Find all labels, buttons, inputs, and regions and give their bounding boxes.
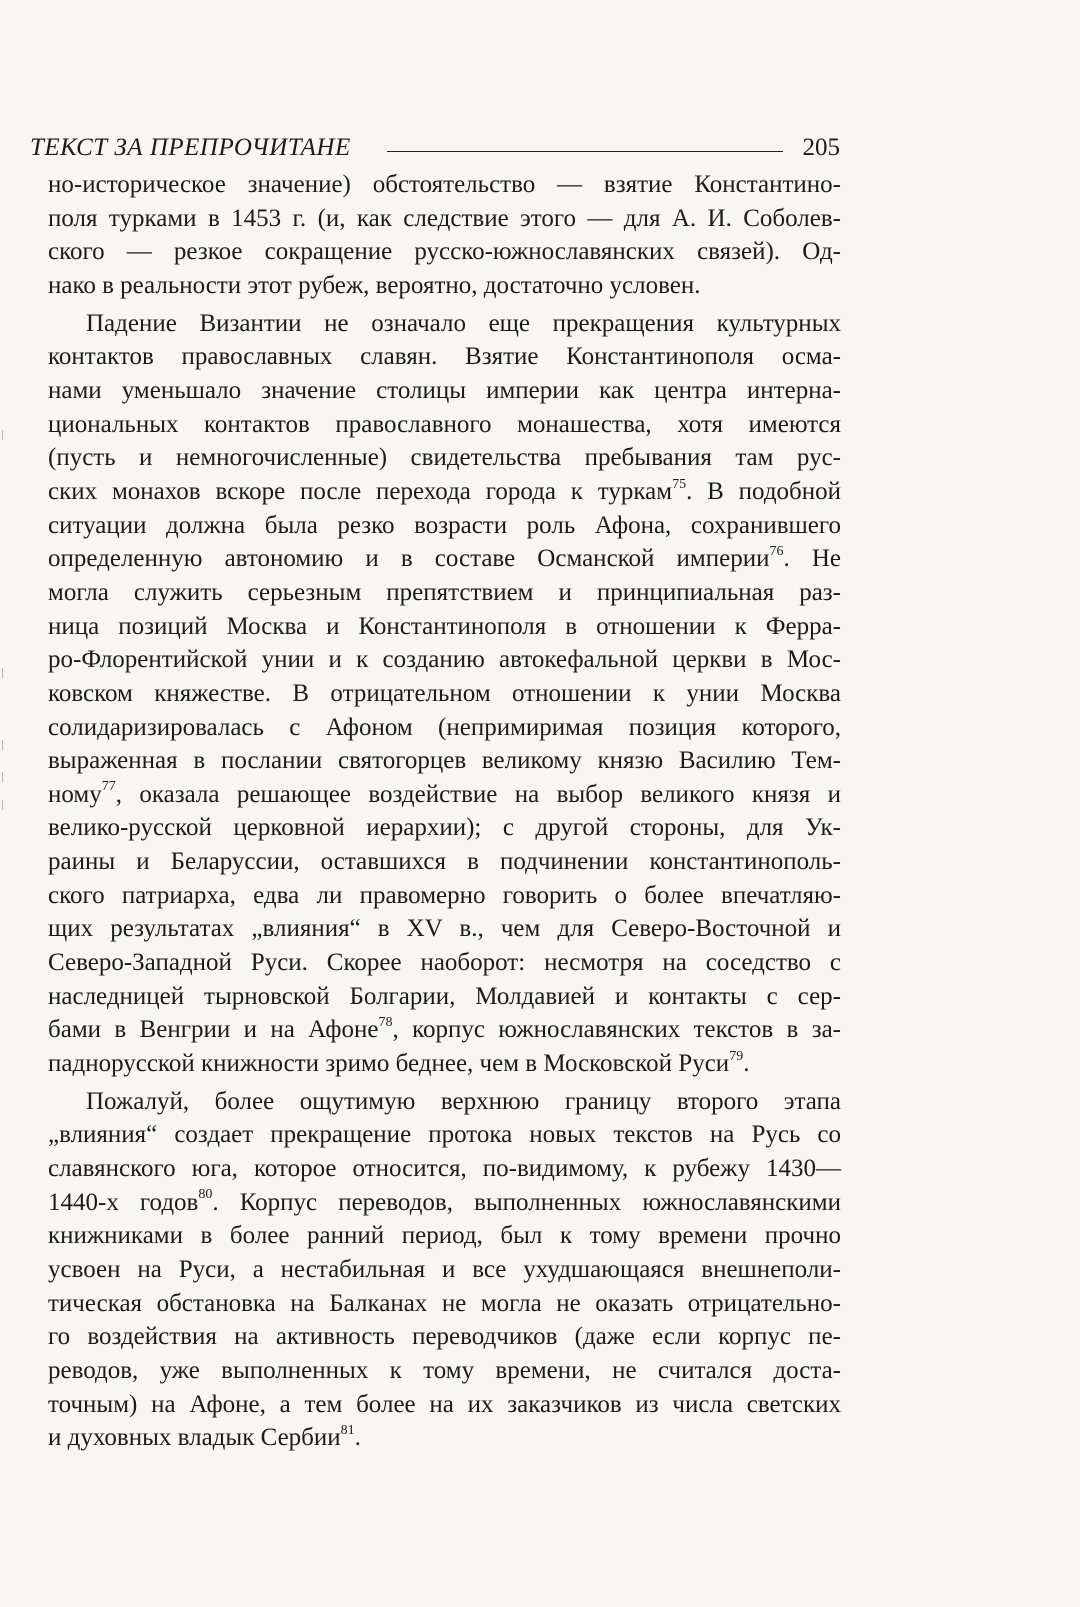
text-line: но-историческое значение) обстоятельство — взятие Константино-: [48, 171, 841, 198]
text-line: книжниками в более ранний период, был к тому времени прочно: [48, 1222, 841, 1250]
text-line: ского патриарха, едва ли правомерно говорить о более впечатляю-: [48, 881, 841, 909]
text-line: славянского юга, которое относится, по-видимому, к рубежу 1430—: [48, 1155, 841, 1183]
text-line: ковском княжестве. В отрицательном отношении к унии Москва: [48, 679, 841, 707]
text-line: нами уменьшало значение столицы империи как центра интерна-: [48, 376, 841, 404]
header-rule: [387, 151, 783, 152]
text-line: ному$^{77}$, оказала решающее воздействие на выбор великого князя и: [48, 779, 841, 808]
text-line: ситуации должна была резко возрасти роль Афона, сохранившего: [48, 511, 841, 539]
text-line: солидаризировалась с Афоном (непримиримая позиция которого,: [48, 713, 841, 741]
text-line: поля турками в 1453 г. (и, как следствие этого — для А. И. Соболев-: [48, 204, 841, 232]
text-line: циональных контактов православного монашества, хотя имеются: [48, 410, 841, 438]
text-line: тическая обстановка на Балканах не могла не оказать отрицательно-: [48, 1289, 841, 1317]
text-line: могла служить серьезным препятствием и принципиальная раз-: [48, 578, 841, 606]
text-line: бами в Венгрии и на Афоне$^{78}$, корпус южнославянских текстов в за-: [48, 1015, 841, 1044]
text-line: щих результатах „влияния“ в XV в., чем для Северо-Восточной и: [48, 915, 841, 943]
text-line: Пожалуй, более ощутимую верхнюю границу второго этапа: [86, 1087, 841, 1115]
text-line: раины и Беларуссии, оставшихся в подчинении константинополь-: [48, 848, 841, 876]
text-line: усвоен на Руси, а нестабильная и все ухудшающаяся внешнеполи-: [48, 1256, 841, 1283]
text-line: велико-русской церковной иерархии); с другой стороны, для Ук-: [48, 814, 841, 842]
text-line: паднорусской книжности зримо беднее, чем в Московской Руси$^{79}$.: [48, 1048, 750, 1078]
paragraph: [48, 1085, 841, 1455]
text-line: „влияния“ создает прекращение протока новых текстов на Русь со: [48, 1121, 841, 1149]
text-line: ница позиций Москва и Константинополя в отношении к Ферра-: [48, 612, 841, 640]
footnote-marker: 79: [729, 1048, 744, 1064]
text-line: (пусть и немногочисленные) свидетельства пребывания там рус-: [48, 444, 841, 472]
text-line: ского — резкое сокращение русско-южнославянских связей). Од-: [48, 238, 841, 266]
text-line: контактов православных славян. Взятие Константинополя осма-: [48, 343, 841, 371]
text-line: 1440-х годов$^{80}$. Корпус переводов, выполненных южнославянскими: [48, 1187, 841, 1216]
text-line: выраженная в послании святогорцев великому князю Василию Тем-: [48, 747, 841, 775]
footnote-marker: 77: [101, 779, 116, 795]
text-line: реводов, уже выполненных к тому времени, не считался доста-: [48, 1356, 841, 1384]
text-line: нако в реальности этот рубеж, вероятно, достаточно условен.: [48, 271, 701, 299]
footnote-marker: 76: [769, 543, 784, 559]
text-line: точным) на Афоне, а тем более на их заказчиков из числа светских: [48, 1390, 841, 1418]
text-line: и духовных владык Сербии$^{81}$.: [48, 1422, 361, 1452]
page-number: 205: [802, 134, 840, 161]
footnote-marker: 78: [378, 1015, 393, 1031]
footnote-marker: 81: [340, 1422, 355, 1438]
text-line: го воздействия на активность переводчиков (даже если корпус пе-: [48, 1323, 841, 1351]
footnote-marker: 75: [672, 476, 687, 492]
left-margin-marks: [0, 0, 8, 1607]
running-title: ТЕКСТ ЗА ПРЕПРОЧИТАНЕ: [30, 134, 351, 161]
text-line: Северо-Западной Руси. Скорее наоборот: несмотря на соседство с: [48, 949, 841, 977]
body-text: [48, 168, 841, 1455]
text-line: Падение Византии не означало еще прекращения культурных: [86, 309, 841, 337]
text-line: определенную автономию и в составе Османской империи$^{76}$. Не: [48, 543, 841, 573]
text-line: ских монахов вскоре после перехода города к туркам$^{75}$. В подобной: [48, 476, 842, 505]
running-header: [30, 128, 840, 168]
text-line: ро-Флорентийской унии и к созданию автокефальной церкви в Мос-: [48, 646, 841, 674]
paragraph: [48, 168, 841, 303]
paragraph: [48, 307, 841, 1081]
text-line: наследницей тырновской Болгарии, Молдавией и контакты с сер-: [48, 982, 841, 1010]
footnote-marker: 80: [198, 1187, 213, 1203]
